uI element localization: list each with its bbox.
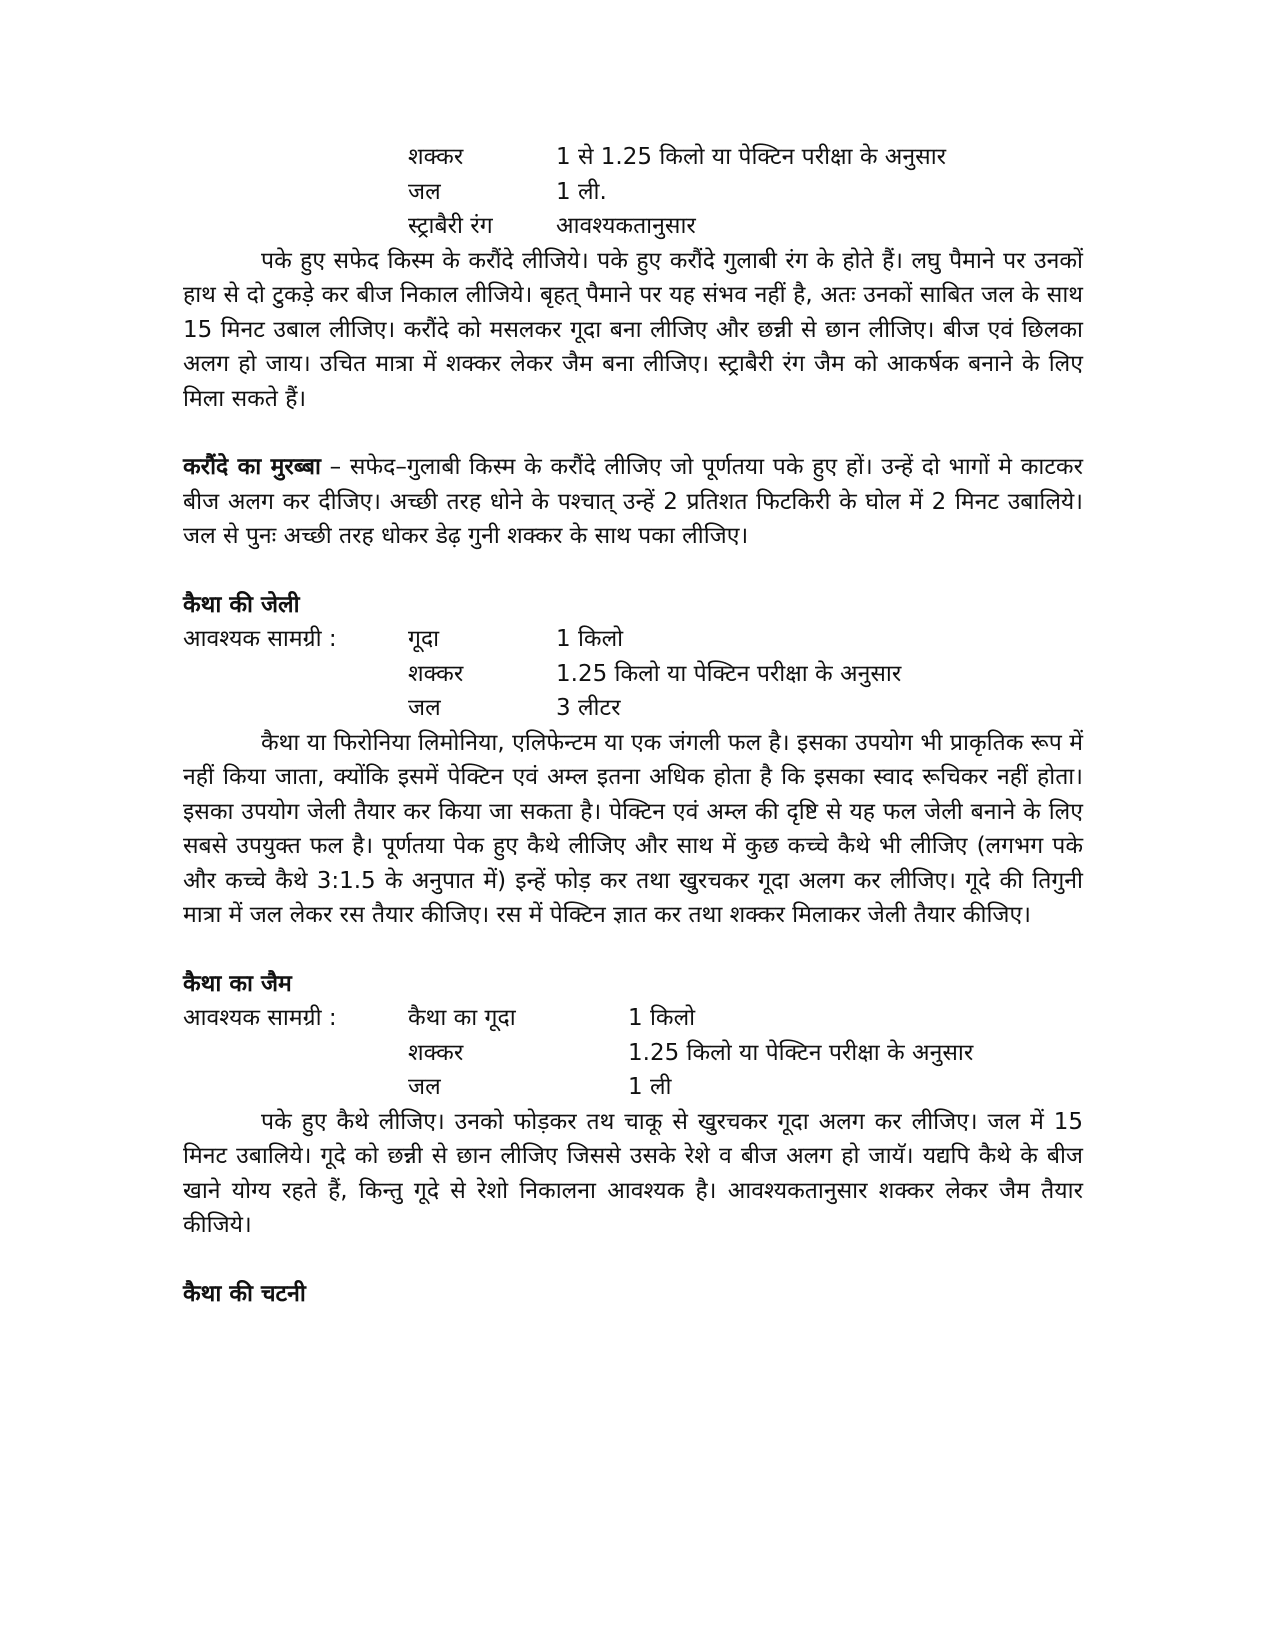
section-title: कैथा की जेली bbox=[183, 591, 300, 618]
ingredient-name: शक्कर bbox=[408, 1039, 464, 1066]
ingredient-name: जल bbox=[408, 1074, 441, 1100]
paragraph: पके हुए कैथे लीजिए। उनको फोड़कर तथ चाकू से खुरचकर गूदा अलग कर लीजिए। जल में 15 मिनट उबालिये। गूदे को छन्नी से छान लीजिए जिससे उसके रेशे व बीज अलग हो जायॅ। यद्यपि कैथे के बीज खाने योग्य रहते हैं, किन्तु गूदे से रेशो निकालना आवश्यक है। आवश्यकतानुसार शक्कर लेकर जैम तैयार कीजिये। bbox=[183, 1108, 1083, 1238]
ingredient-quantity: 1 से 1.25 किलो या पेक्टिन परीक्षा के अनुसार bbox=[556, 144, 947, 170]
ingredient-row bbox=[183, 209, 1083, 244]
section-title: कैथा की चटनी bbox=[183, 1280, 306, 1307]
ingredient-quantity: 1.25 किलो या पेक्टिन परीक्षा के अनुसार bbox=[628, 1039, 974, 1066]
murabba-paragraph bbox=[183, 450, 1083, 554]
ingredient-name: शक्कर bbox=[408, 144, 464, 170]
ingredient-row bbox=[183, 175, 1083, 210]
ingredient-quantity: आवश्यकतानुसार bbox=[556, 213, 696, 239]
ingredient-quantity: 1 ली. bbox=[556, 178, 607, 205]
ingredient-name: शक्कर bbox=[408, 660, 464, 687]
ingredient-name: गूदा bbox=[408, 626, 440, 652]
document-page bbox=[183, 140, 1083, 1311]
ingredient-name: कैथा का गूदा bbox=[408, 1005, 516, 1031]
ingredient-name: जल bbox=[408, 695, 441, 721]
paragraph: पके हुए सफेद किस्म के करौंदे लीजिये। पके हुए करौंदे गुलाबी रंग के होते हैं। लघु पैमाने पर उनकों हाथ से दो टुकड़े कर बीज निकाल लीजिये। बृहत् पैमाने पर यह संभव नहीं है, अतः उनकों साबित जल के साथ 15 मिनट उबाल लीजिए। करौंदे को मसलकर गूदा बना लीजिए और छन्नी से छान लीजिए। बीज एवं छिलका अलग हो जाय। उचित मात्रा में शक्कर लेकर जैम बना लीजिए। स्ट्राबैरी रंग जैम को आकर्षक बनाने के लिए मिला सकते हैं। bbox=[183, 247, 1083, 412]
ingredient-quantity: 1.25 किलो या पेक्टिन परीक्षा के अनुसार bbox=[556, 660, 902, 687]
ingredient-row bbox=[183, 691, 1083, 726]
ingredient-row bbox=[183, 1036, 1083, 1071]
requirements-label: आवश्यक सामग्री : bbox=[183, 1005, 337, 1031]
section-title: कैथा का जैम bbox=[183, 970, 292, 997]
ingredient-row bbox=[183, 1001, 1083, 1036]
section-title: करौंदे का मुरब्बा bbox=[183, 454, 321, 480]
ingredient-row bbox=[183, 140, 1083, 175]
requirements-label: आवश्यक सामग्री : bbox=[183, 626, 337, 652]
paragraph: कैथा या फिरोनिया लिमोनिया, एलिफेन्टम या एक जंगली फल है। इसका उपयोग भी प्राकृतिक रूप में नहीं किया जाता, क्योंकि इसमें पेक्टिन एवं अम्ल इतना अधिक होता है कि इसका स्वाद रूचिकर नहीं होता। इसका उपयोग जेली तैयार कर किया जा सकता है। पेक्टिन एवं अम्ल की दृष्टि से यह फल जेली बनाने के लिए सबसे उपयुक्त फल है। पूर्णतया पेक हुए कैथे लीजिए और साथ में कुछ कच्चे कैथे भी लीजिए (लगभग पके और कच्चे कैथे 3:1.5 के अनुपात में) इन्हें फोड़ कर तथा खुरचकर गूदा अलग कर लीजिए। गूदे की तिगुनी मात्रा में जल लेकर रस तैयार कीजिए। रस में पेक्टिन ज्ञात कर तथा शक्कर मिलाकर जेली तैयार कीजिए। bbox=[183, 729, 1083, 928]
ingredient-row bbox=[183, 622, 1083, 657]
ingredient-row bbox=[183, 657, 1083, 692]
ingredient-quantity: 3 लीटर bbox=[556, 695, 621, 721]
ingredient-quantity: 1 ली bbox=[628, 1074, 672, 1100]
ingredient-quantity: 1 किलो bbox=[628, 1005, 696, 1031]
ingredient-name: स्ट्राबैरी रंग bbox=[408, 213, 493, 239]
ingredient-row bbox=[183, 1070, 1083, 1105]
ingredient-quantity: 1 किलो bbox=[556, 626, 624, 652]
ingredient-name: जल bbox=[408, 178, 441, 205]
paragraph-text: – सफेद–गुलाबी किस्म के करौंदे लीजिए जो पूर्णतया पके हुए हों। उन्हें दो भागों मे काटकर बीज अलग कर दीजिए। अच्छी तरह धोने के पश्चात् उन्हें 2 प्रतिशत फिटकिरी के घोल में 2 मिनट उबालिये। जल से पुनः अच्छी तरह धोकर डेढ़ गुनी शक्कर के साथ पका लीजिए। bbox=[183, 454, 1084, 549]
